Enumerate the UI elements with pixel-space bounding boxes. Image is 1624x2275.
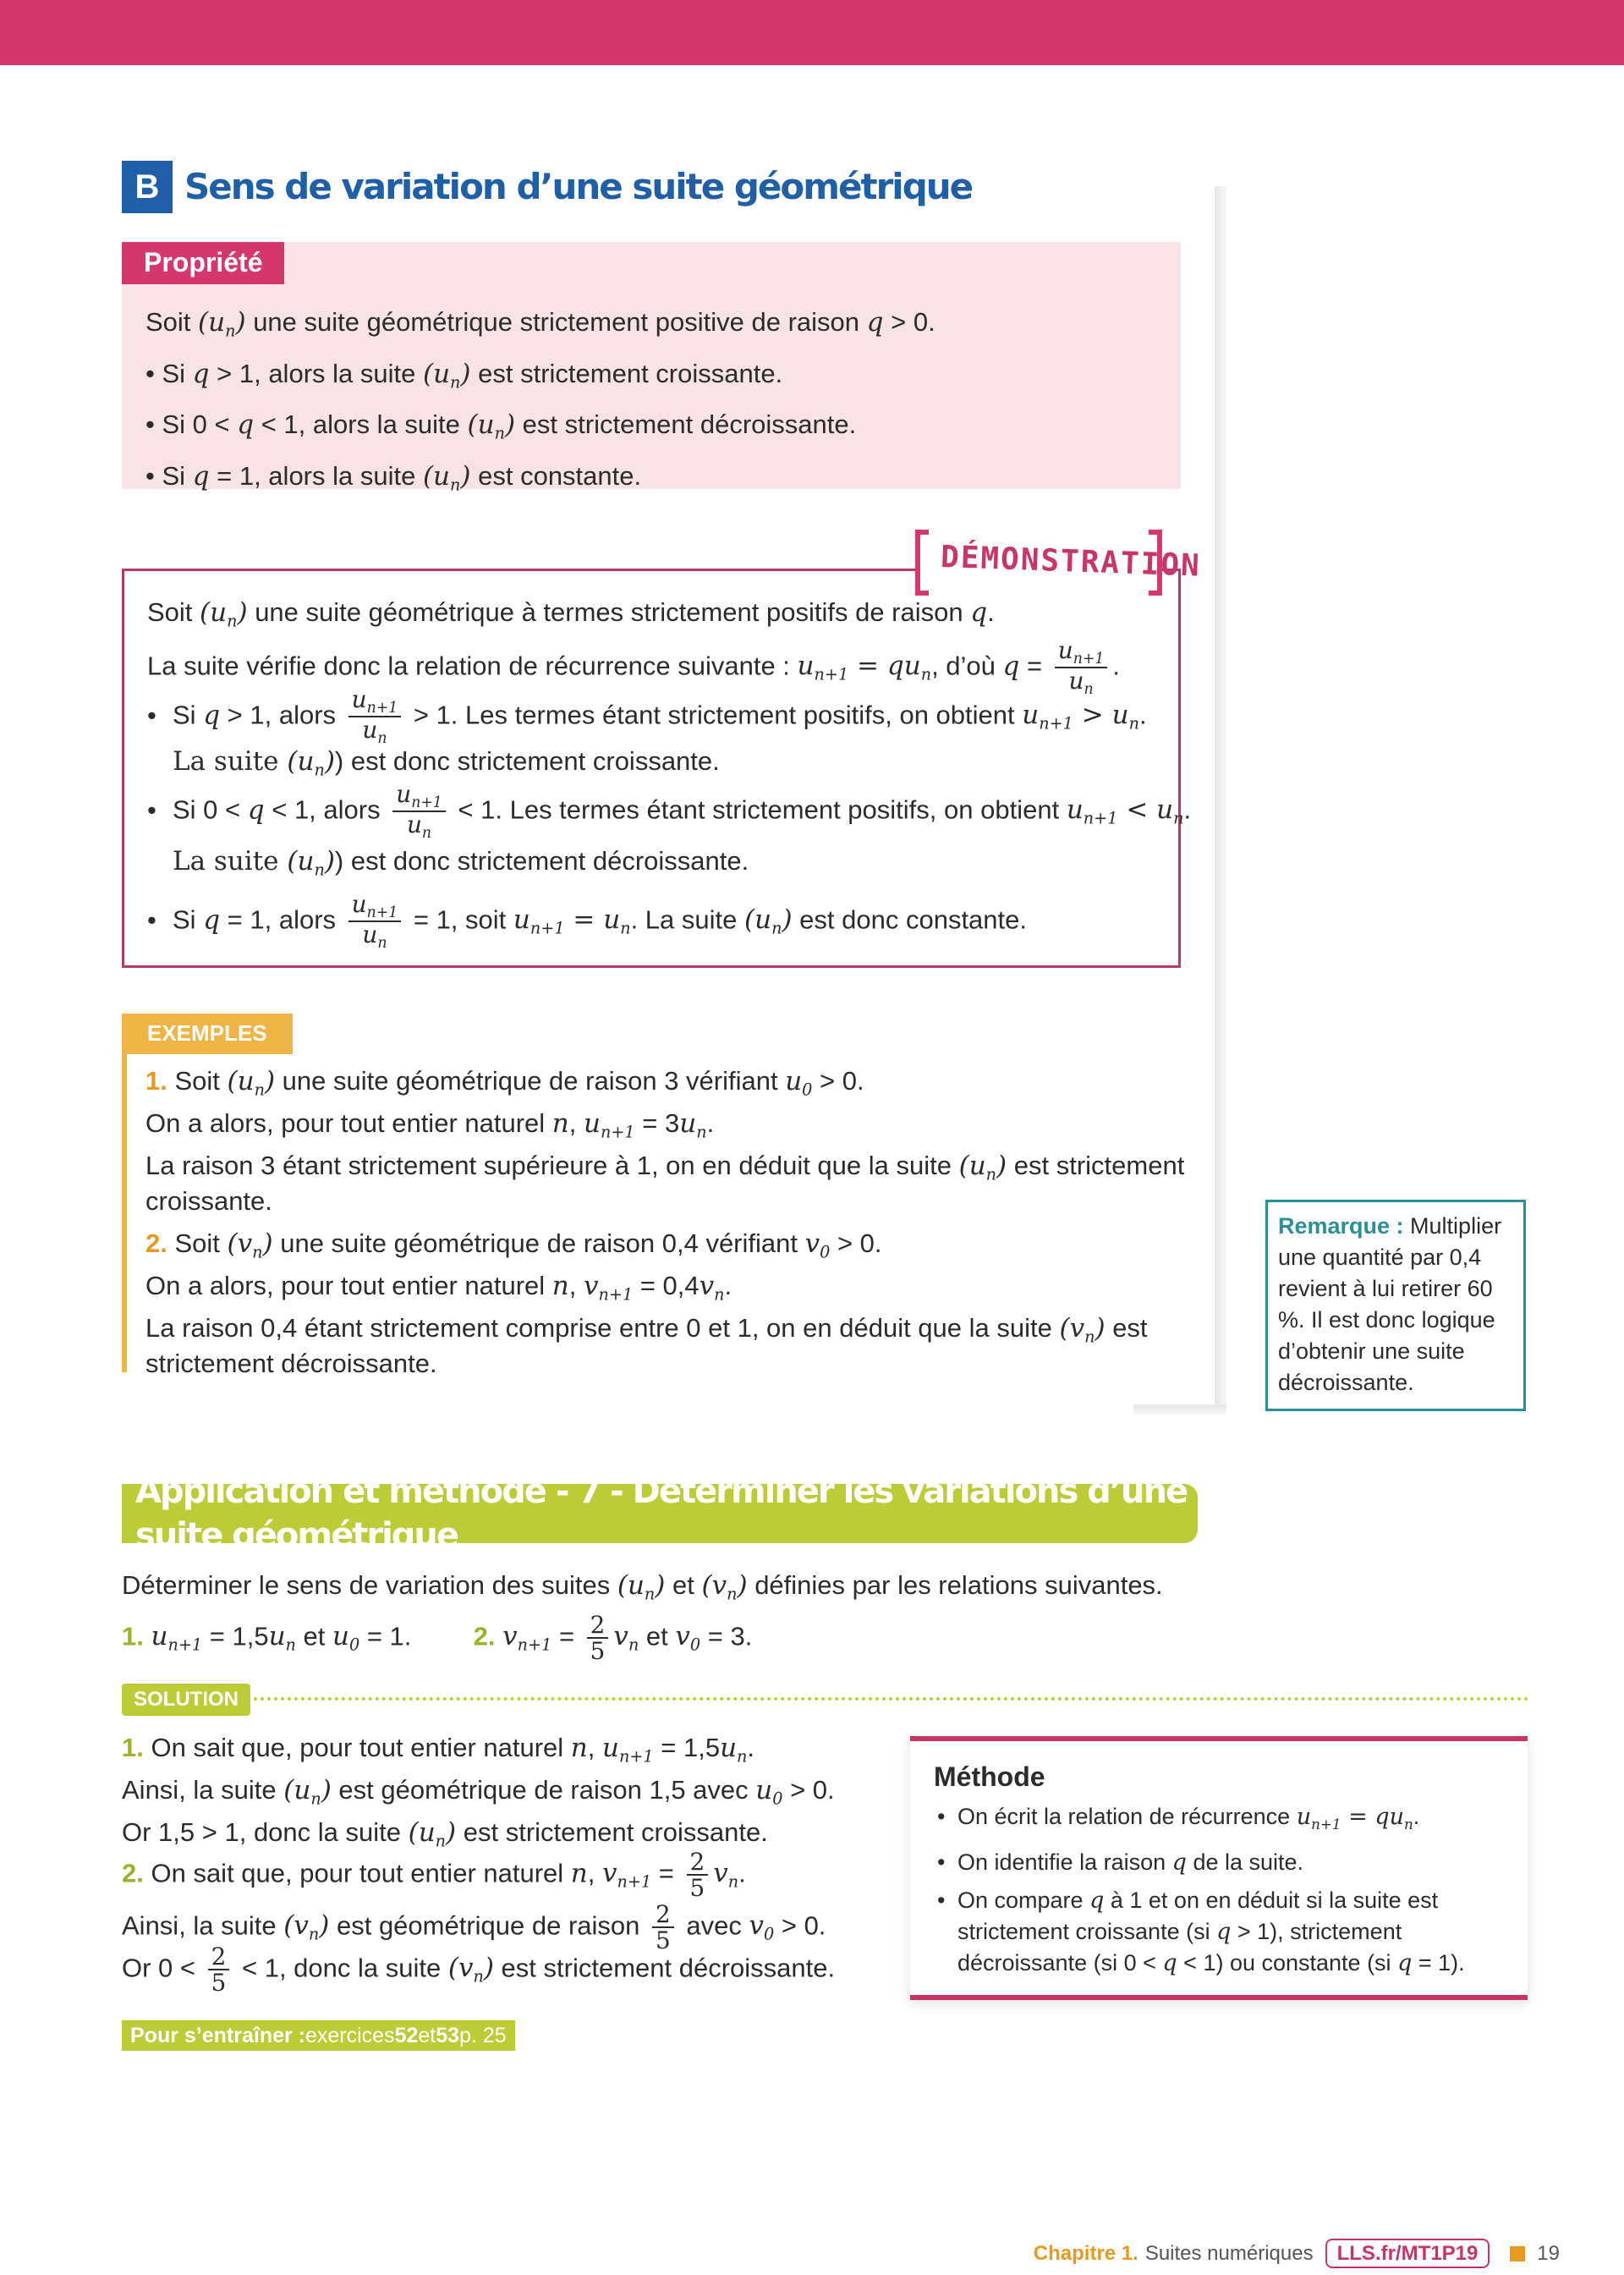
demo-line: Si 0 < q < 1, alors $\frac{u_{n+1}}{u_n}$ < 1. Les termes étant strictement positifs, on obtient $u_{n+1} < u_n$.: [173, 780, 1192, 843]
remark-box: [1265, 1200, 1526, 1411]
demonstration-tag: [915, 530, 1202, 596]
footer-link[interactable]: LLS.fr/MT1P19: [1325, 2239, 1490, 2268]
solution-label: SOLUTION: [122, 1684, 250, 1716]
example-line: strictement décroissante.: [145, 1349, 437, 1378]
page-shadow: [1215, 186, 1226, 1413]
demo-line: La suite vérifie donc la relation de récurrence suivante : $u_{n+1} = qu_n$, d’où q = $\frac{u_{n+1}}{u_n}$ .: [147, 636, 1120, 699]
method-item: • On compare q à 1 et on en déduit si la suite est strictement croissante (si q > 1), strictement décroissante (si 0 < q < 1) ou constante (si q = 1).: [934, 1885, 1504, 1979]
footer-square-icon: [1510, 2246, 1525, 2261]
method-list: [934, 1801, 1504, 1979]
example-line: La raison 3 étant strictement supérieure à 1, on en déduit que la suite $(u_n)$ est strictement: [145, 1151, 1185, 1184]
demonstration-label: DÉMONSTRATION: [940, 539, 1202, 584]
property-line: • Si 0 < q < 1, alors la suite $(u_n)$ est strictement décroissante.: [145, 409, 857, 444]
section-letter: B: [122, 161, 173, 213]
solution-line: Ainsi, la suite $(v_n)$ est géométrique de raison $\frac{2}{5}$ avec $v_0 > 0$.: [122, 1900, 826, 1955]
property-box: [122, 242, 1181, 495]
example-line: On a alors, pour tout entier naturel n, $v_{n+1} = 0,4v_n$.: [145, 1271, 732, 1305]
page-footer: [1034, 2239, 1560, 2268]
property-line: • Si q > 1, alors la suite $(u_n)$ est strictement croissante.: [145, 358, 783, 393]
method-item: • On écrit la relation de récurrence $u_{n+1} = qu_n$.: [934, 1801, 1504, 1840]
example-line: On a alors, pour tout entier naturel n, $u_{n+1} = 3u_n$.: [145, 1108, 715, 1142]
property-text: [145, 301, 935, 507]
bracket-left: [915, 530, 929, 596]
remark-label: Remarque :: [1278, 1213, 1404, 1239]
solution-line: Or 1,5 > 1, donc la suite $(u_n)$ est strictement croissante.: [122, 1817, 768, 1851]
examples-label: EXEMPLES: [122, 1014, 293, 1054]
remark-text: Multiplier une quantité par 0,4 revient à lui retirer 60 %. Il est donc logique d’obtenir une suite décroissante.: [1278, 1213, 1502, 1395]
demo-line: Si q = 1, alors $\frac{u_{n+1}}{u_n}$ = 1, soit $u_{n+1} = u_n$. La suite $(u_n)$ est donc constante.: [173, 890, 1028, 953]
demo-line: La suite $(u_n)$) est donc strictement croissante.: [173, 746, 720, 780]
example-line: 2. Soit $(v_n)$ une suite géométrique de raison 0,4 vérifiant $v_0 > 0$.: [145, 1228, 882, 1262]
bullet: •: [147, 701, 156, 730]
solution-line: 2. On sait que, pour tout entier naturel n, $v_{n+1}$ = $\frac{2}{5}$ $v_n$.: [122, 1848, 746, 1903]
solution-line: 1. On sait que, pour tout entier naturel n, $u_{n+1} = 1,5u_n$.: [122, 1733, 755, 1767]
practice-link[interactable]: Pour s’entraîner : exercices 52 et 53 p. 25: [122, 2020, 515, 2051]
top-color-band: [0, 0, 1624, 65]
application-statement: Déterminer le sens de variation des suites $(u_n)$ et $(v_n)$ définies par les relations suivantes.: [122, 1570, 1163, 1604]
example-line: La raison 0,4 étant strictement comprise entre 0 et 1, on en déduit que la suite $(v_n)$ est: [145, 1313, 1148, 1347]
demo-line: Si q > 1, alors $\frac{u_{n+1}}{u_n}$ > 1. Les termes étant strictement positifs, on obtient $u_{n+1} > u_n$.: [173, 685, 1147, 748]
solution-line: Ainsi, la suite $(u_n)$ est géométrique de raison 1,5 avec $u_0 > 0$.: [122, 1775, 835, 1809]
solution-line: Or 0 < $\frac{2}{5}$ < 1, donc la suite $(v_n)$ est strictement décroissante.: [122, 1943, 836, 1997]
property-line: Soit $(u_n)$ une suite géométrique strictement positive de raison q > 0.: [145, 307, 935, 341]
section-title: Sens de variation d’une suite géométrique: [184, 165, 973, 207]
section-header: [122, 161, 972, 213]
application-questions: 1. $u_{n+1} = 1,5u_n$ et $u_0 = 1$. 2. $v_{n+1}$ = $\frac{2}{5}$ $v_n$ et $v_0 = 3$.: [122, 1611, 753, 1666]
bracket-right: [1149, 530, 1162, 596]
bullet: •: [147, 905, 156, 935]
solution-divider: [240, 1697, 1529, 1701]
method-title: Méthode: [934, 1761, 1045, 1792]
property-label: Propriété: [122, 242, 284, 284]
bullet: •: [147, 795, 156, 825]
property-line: • Si q = 1, alors la suite $(u_n)$ est constante.: [145, 461, 642, 495]
footer-chapter-title: Suites numériques: [1144, 2242, 1314, 2265]
demo-line: Soit $(u_n)$ une suite géométrique à termes strictement positifs de raison q.: [147, 597, 995, 631]
application-banner: Application et méthode - 7 - Déterminer les variations d’une suite géométrique: [122, 1484, 1198, 1543]
method-box: [910, 1736, 1528, 2000]
example-line: croissante.: [145, 1186, 272, 1216]
page-number: 19: [1537, 2242, 1560, 2265]
demo-line: La suite $(u_n)$) est donc strictement décroissante.: [173, 846, 749, 880]
page-shadow-bottom: [1133, 1404, 1226, 1415]
example-line: 1. Soit $(u_n)$ une suite géométrique de raison 3 vérifiant $u_0 > 0$.: [145, 1066, 864, 1100]
method-item: • On identifie la raison q de la suite.: [934, 1847, 1504, 1878]
footer-chapter: Chapitre 1.: [1033, 2242, 1138, 2265]
